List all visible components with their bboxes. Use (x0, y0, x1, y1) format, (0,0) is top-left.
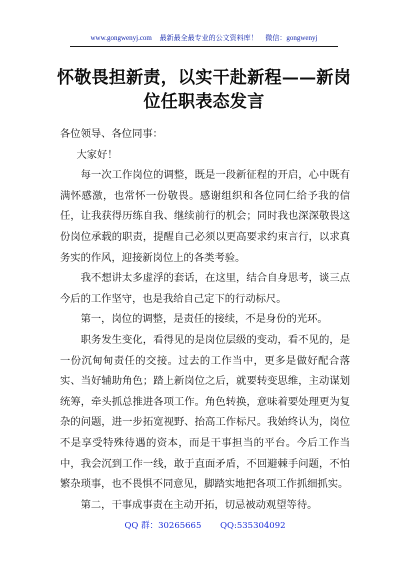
wechat-id: 微信：gongwenyj (265, 34, 318, 42)
point-heading-2: 第二，干事成事责在主动开拓，切忌被动观望等待。 (80, 498, 318, 511)
document-title: 怀敬畏担新责，以实干赴新程——新岗位任职表态发言 (56, 68, 352, 112)
salutation: 各位领导、各位同事： (60, 128, 163, 140)
paragraph-point-1: 职务发生变化，看得见的是岗位层级的变动，看不见的，是一份沉甸甸责任的交接。过去的工作当中，更多是做好配合落实、当好辅助角色；踏上新岗位之后，就要转变思维，主动谋划统筹，牵头抓总推进各项工作。角色转换，意味着要处理更为复杂的问题，进一步拓宽视野、抬高工作标尺。我始终认为，岗位不是享受特殊待遇的资本，而是干事担当的平台。今后工作当中，我会沉到工作一线，敢于直面矛盾，不回避棘手问题，不怕繁杂琐事，也不畏惧不同意见，脚踏实地把各项工作抓细抓实。 (60, 333, 350, 491)
qq-group: QQ 群：30265665 (124, 521, 202, 531)
paragraph-intro: 每一次工作岗位的调整，既是一段新征程的开启，心中既有满怀感激，也常怀一份敬畏。感谢组织和各位同仁给予我的信任，让我获得历练自我、继续前行的机会；同时我也深深敬畏这份岗位承载的职责，提醒自己必须以更高要求约束言行，以求真务实的作风，迎接新岗位上的各类考验。 (60, 169, 350, 264)
page-header (70, 32, 338, 44)
greeting: 大家好！ (76, 148, 118, 161)
qq-number: QQ:535304092 (220, 521, 286, 531)
point-heading-1: 第一，岗位的调整，是责任的接续，不是身份的光环。 (80, 313, 328, 326)
document-body (60, 124, 350, 515)
site-slogan: 最新最全最专业的公文资料库！ (159, 34, 258, 42)
site-link[interactable]: www.gongwenyj.com (90, 34, 152, 42)
page-footer (60, 520, 350, 532)
paragraph-outline: 我不想讲太多虚浮的套话，在这里，结合自身思考，谈三点今后的工作坚守，也是我给自己定下的行动标尺。 (60, 272, 350, 305)
header-divider (70, 46, 338, 47)
